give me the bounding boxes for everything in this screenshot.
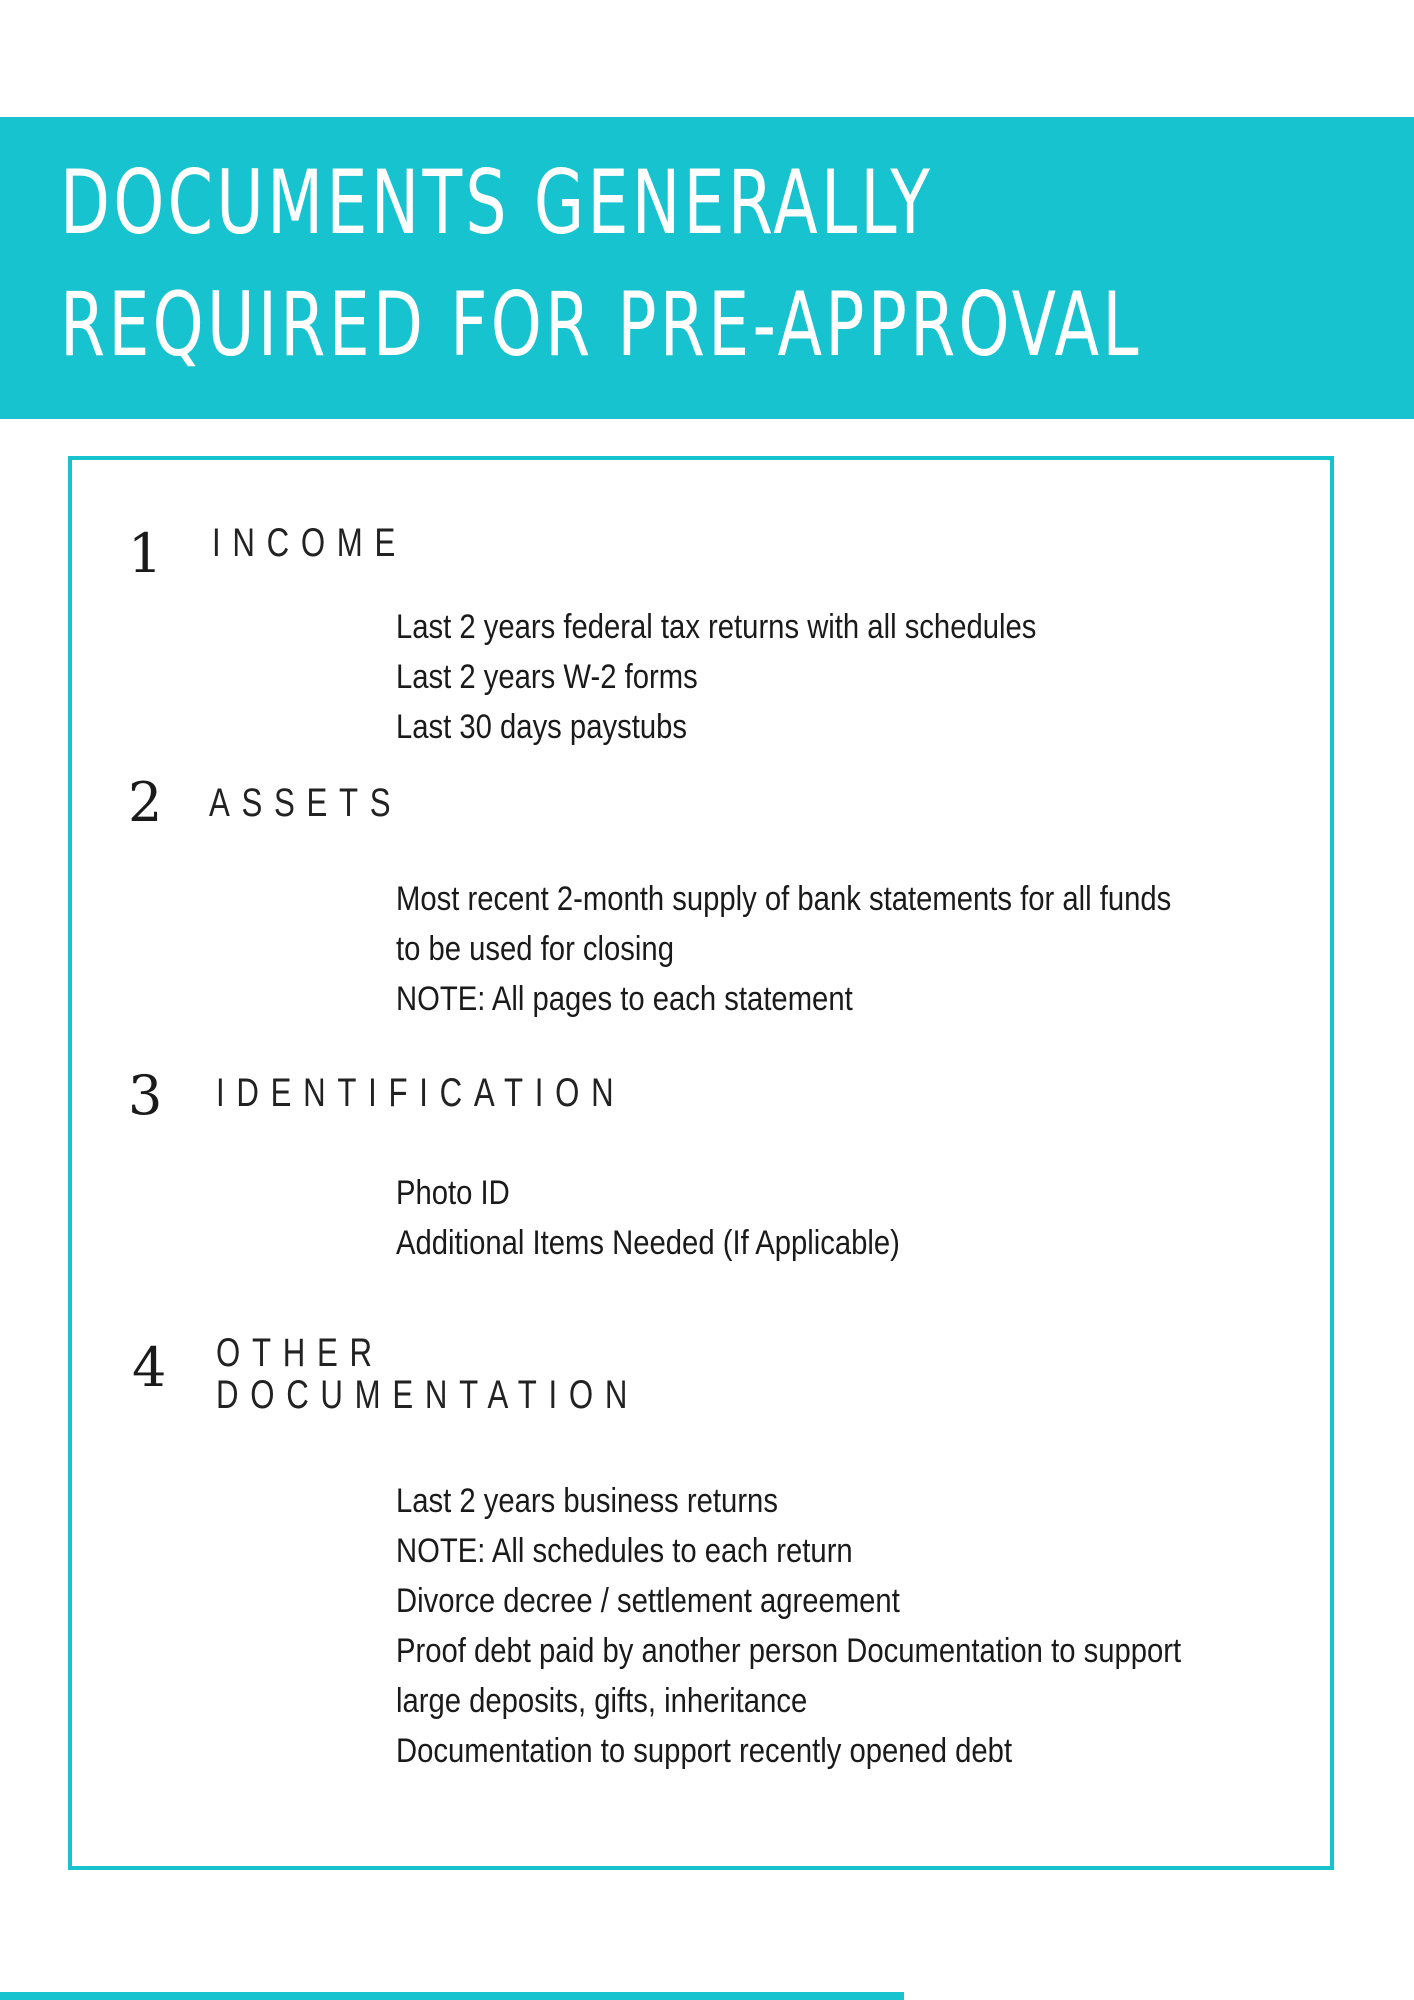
page-title-line-1: DOCUMENTS GENERALLY <box>60 151 934 254</box>
section-items-identification <box>396 1168 1222 1268</box>
section-number-identification: 3 <box>128 1064 163 1127</box>
list-item: Additional Items Needed (If Applicable) <box>396 1224 900 1262</box>
list-item: Proof debt paid by another person Documentation to support <box>396 1632 1182 1670</box>
list-item: Photo ID <box>396 1174 510 1212</box>
list-item: Last 2 years federal tax returns with all schedules <box>396 608 1037 646</box>
document-list-box <box>68 456 1334 1870</box>
section-number-assets: 2 <box>128 771 163 834</box>
footer-accent-bar <box>0 1992 904 2000</box>
section-heading-identification: IDENTIFICATION <box>216 1071 626 1115</box>
section-items-income <box>396 602 1222 752</box>
section-number-other-documentation: 4 <box>132 1336 167 1399</box>
page-title-line-2: REQUIRED FOR PRE-APPROVAL <box>60 273 1142 376</box>
section-items-assets <box>396 874 1222 1024</box>
section-heading-other-documentation: OTHER DOCUMENTATION <box>216 1331 640 1417</box>
list-item: Divorce decree / settlement agreement <box>396 1582 900 1620</box>
list-item: NOTE: All schedules to each return <box>396 1532 853 1570</box>
list-item: Most recent 2-month supply of bank statements for all funds <box>396 880 1172 918</box>
list-item: Last 30 days paystubs <box>396 708 687 746</box>
section-number-income: 1 <box>128 522 163 585</box>
list-item: large deposits, gifts, inheritance <box>396 1682 808 1720</box>
list-item: to be used for closing <box>396 930 674 968</box>
list-item: Last 2 years business returns <box>396 1482 778 1520</box>
section-heading-income: INCOME <box>212 521 407 565</box>
section-heading-assets: ASSETS <box>209 781 403 825</box>
list-item: Last 2 years W-2 forms <box>396 658 698 696</box>
section-items-other-documentation <box>396 1476 1222 1776</box>
page-title <box>60 142 1142 386</box>
list-item: NOTE: All pages to each statement <box>396 980 853 1018</box>
list-item: Documentation to support recently opened debt <box>396 1732 1013 1770</box>
